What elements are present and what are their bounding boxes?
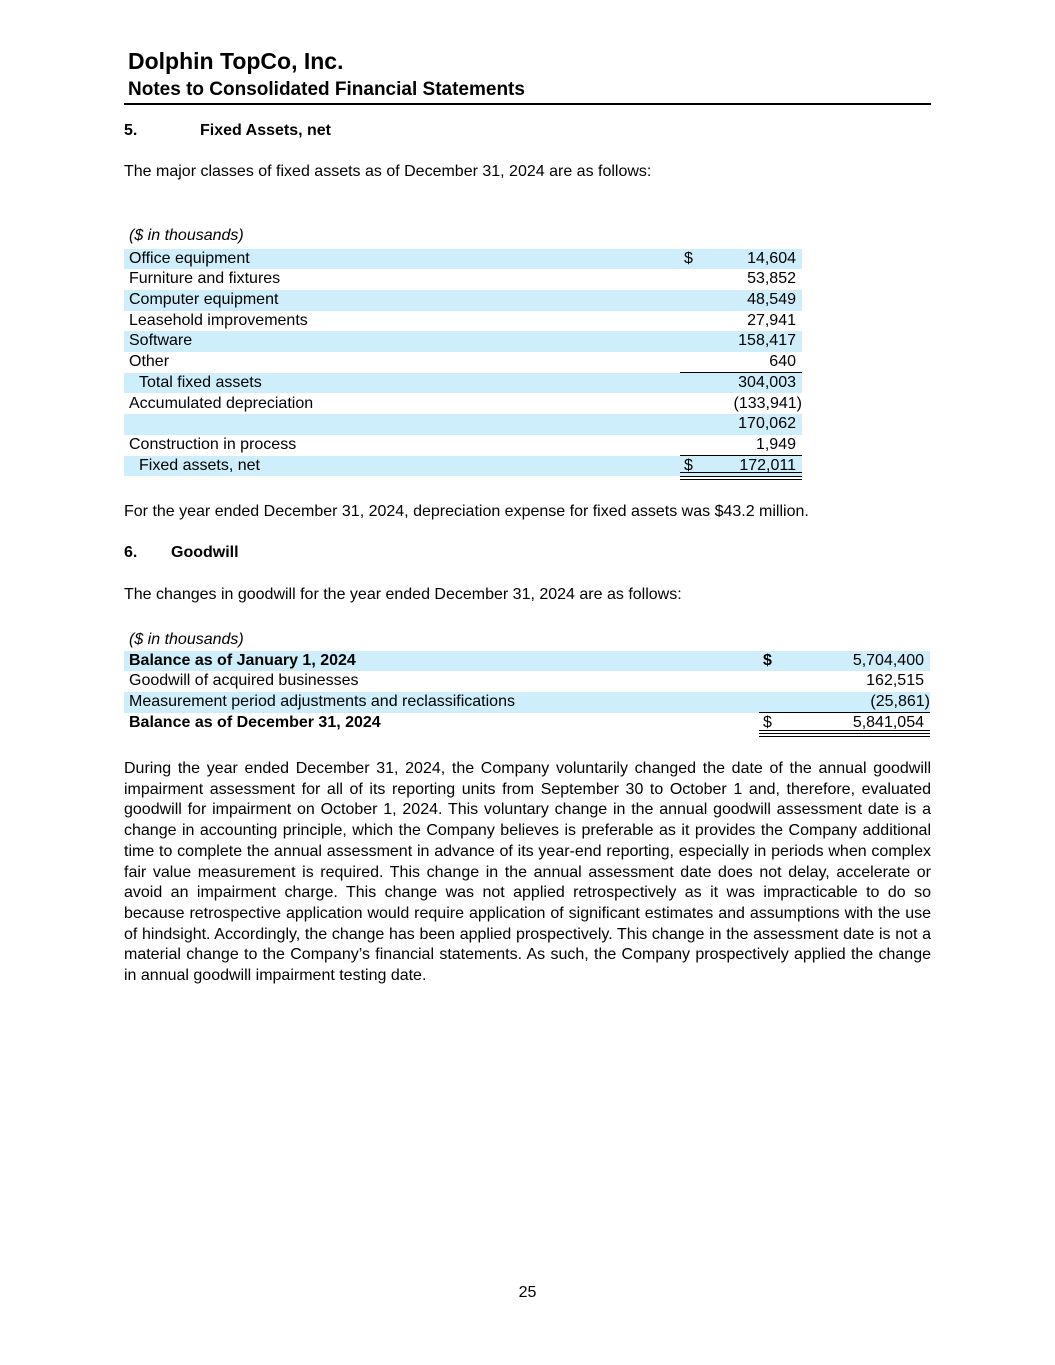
header-rule xyxy=(124,103,931,105)
table-row xyxy=(124,311,802,332)
dollar-sign: $ xyxy=(763,651,772,669)
row-value: (133,941) xyxy=(733,394,802,412)
goodwill-paragraph: During the year ended December 31, 2024, the Company voluntarily changed the date of the annual goodwill impairment assessment for all of its reporting units from September 30 to October 1 and, therefore, evaluated goodwill for impairment on October 1, 2024. This voluntary change in the annual goodwill assessment date is a change in accounting principle, which the Company believes is preferable as it provides the Company additional time to complete the annual assessment in advance of its year-end reporting, especially in periods when complex fair value measurement is required. This change in the annual assessment date does not delay, accelerate or avoid an impairment charge. This change was not applied retrospectively as it was impracticable to do so because retrospective application would require application of significant estimates and assumptions with the use of hindsight. Accordingly, the change has been applied prospectively. This change in the assessment date is not a material change to the Company’s financial statements. As such, the Company prospectively applied the change in annual goodwill impairment testing date. xyxy=(124,760,931,985)
row-label: Measurement period adjustments and reclassifications xyxy=(129,693,515,710)
table-row xyxy=(124,373,802,394)
row-value: 14,604 xyxy=(747,249,796,267)
row-value: 640 xyxy=(769,353,796,370)
section-6-number: 6. xyxy=(124,544,138,561)
row-value: 172,011 xyxy=(739,456,796,474)
table-row xyxy=(124,394,802,415)
row-value: 53,852 xyxy=(747,270,796,287)
section-5-number: 5. xyxy=(124,122,138,139)
row-label: Construction in process xyxy=(129,436,297,453)
row-value: 170,062 xyxy=(738,415,796,432)
row-label: Office equipment xyxy=(129,249,250,267)
row-label: Computer equipment xyxy=(129,291,279,308)
row-label: Goodwill of acquired businesses xyxy=(129,672,359,689)
dollar-sign: $ xyxy=(763,714,772,731)
section-6-intro: The changes in goodwill for the year ended December 31, 2024 are as follows: xyxy=(124,586,682,603)
section-5-title: Fixed Assets, net xyxy=(200,122,332,139)
row-label: Fixed assets, net xyxy=(139,456,260,474)
row-label: Leasehold improvements xyxy=(129,311,308,329)
company-name: Dolphin TopCo, Inc. xyxy=(128,48,344,74)
dollar-sign: $ xyxy=(684,249,693,267)
row-value: 5,704,400 xyxy=(852,651,924,669)
row-label: Balance as of January 1, 2024 xyxy=(129,651,356,669)
page-subtitle: Notes to Consolidated Financial Statements xyxy=(128,79,525,100)
total-underline xyxy=(680,472,802,473)
row-label: Furniture and fixtures xyxy=(129,270,281,287)
table-row xyxy=(124,414,802,435)
row-label: Total fixed assets xyxy=(139,373,262,391)
table-row xyxy=(124,269,802,290)
fixed-assets-units: ($ in thousands) xyxy=(129,227,244,244)
row-value: 48,549 xyxy=(747,291,796,308)
row-value: 27,941 xyxy=(747,311,796,329)
row-label: Accumulated depreciation xyxy=(129,394,314,412)
table-row xyxy=(124,352,802,373)
section-5-intro: The major classes of fixed assets as of December 31, 2024 are as follows: xyxy=(124,163,652,180)
row-value: 162,515 xyxy=(866,672,924,689)
row-value: 158,417 xyxy=(738,332,796,349)
section-6-title: Goodwill xyxy=(171,544,239,561)
row-value: 304,003 xyxy=(738,373,796,391)
total-underline xyxy=(759,730,930,731)
dollar-sign: $ xyxy=(684,456,693,474)
table-row xyxy=(124,713,930,734)
row-label: Other xyxy=(129,353,170,370)
row-value: 1,949 xyxy=(755,436,796,453)
table-row xyxy=(124,651,930,672)
page-number: 25 xyxy=(518,1284,537,1301)
goodwill-units: ($ in thousands) xyxy=(129,631,244,648)
total-double-underline xyxy=(680,476,802,480)
table-row xyxy=(124,671,930,692)
row-value: 5,841,054 xyxy=(852,714,924,731)
total-double-underline xyxy=(759,733,930,737)
table-row xyxy=(124,249,802,270)
table-row xyxy=(124,331,802,352)
table-row xyxy=(124,692,930,713)
row-label: Software xyxy=(129,332,193,349)
table-row xyxy=(124,435,802,456)
table-row xyxy=(124,290,802,311)
row-value: (25,861) xyxy=(870,693,930,710)
depreciation-note: For the year ended December 31, 2024, depreciation expense for fixed assets was $43.2 million. xyxy=(124,503,809,520)
row-label: Balance as of December 31, 2024 xyxy=(129,714,381,731)
table-row xyxy=(124,456,802,477)
